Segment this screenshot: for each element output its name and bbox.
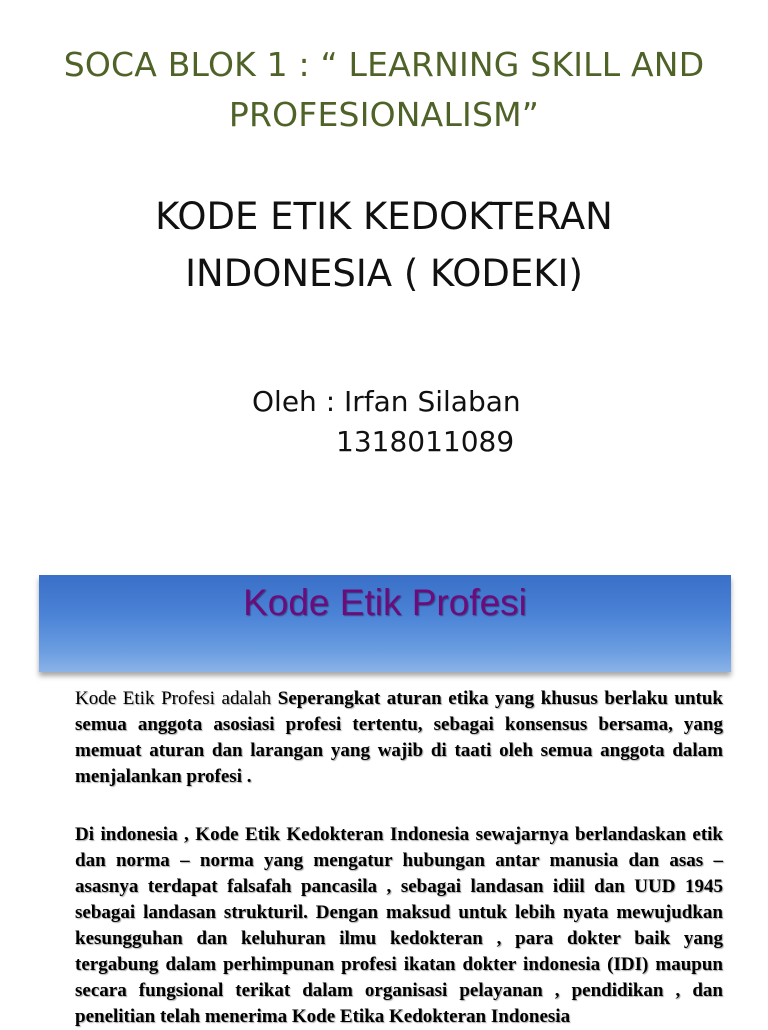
paragraph-definition — [75, 686, 723, 790]
soca-title — [20, 40, 748, 140]
author-id: 1318011089 — [336, 425, 515, 458]
paragraph-definition-bold: Seperangkat aturan etika yang khusus berlaku untuk semua anggota asosiasi profesi tertentu, sebagai konsensus bersama, yang memuat aturan dan larangan yang wajib di taati oleh semua anggota dalam menjalankan profesi . — [75, 688, 723, 787]
main-title — [40, 188, 728, 302]
main-title-line1: KODE ETIK KEDOKTERAN — [155, 195, 613, 238]
paragraph-indonesia: Di indonesia , Kode Etik Kedokteran Indonesia sewajarnya berlandaskan etik dan norma – norma yang mengatur hubungan antar manusia dan asas – asasnya terdapat falsafah pancasila , sebagai landasan idiil dan UUD 1945 sebagai landasan strukturil. Dengan maksud untuk lebih nyata mewujudkan kesungguhan dan keluhuran ilmu kedokteran , para dokter baik yang tergabung dalam perhimpunan profesi ikatan dokter indonesia (IDI) maupun secara fungsional terikat dalam organisasi pelayanan , pendidikan , dan penelitian telah menerima Kode Etika Kedokteran Indonesia — [75, 824, 723, 1027]
main-title-line2: INDONESIA ( KODEKI) — [185, 252, 583, 295]
banner-title: Kode Etik Profesi — [243, 582, 527, 623]
section-banner — [39, 575, 731, 672]
soca-title-line1: SOCA BLOK 1 : “ LEARNING SKILL AND — [63, 45, 705, 84]
author-name: Oleh : Irfan Silaban — [252, 385, 521, 418]
soca-title-line2: PROFESIONALISM” — [228, 95, 540, 134]
paragraph-definition-lead: Kode Etik Profesi adalah — [75, 688, 278, 709]
